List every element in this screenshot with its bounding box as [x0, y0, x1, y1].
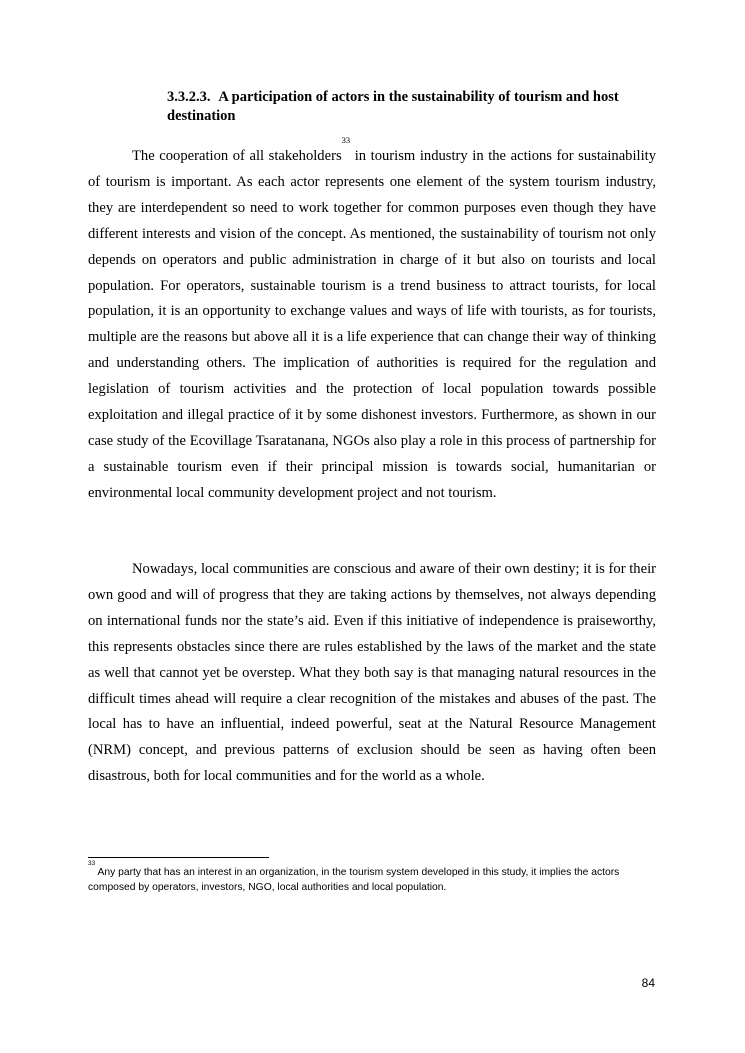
section-number: 3.3.2.3.	[167, 89, 211, 105]
footnote-number: 33	[88, 860, 96, 867]
paragraph-1-text-start: The cooperation of all stakeholders	[132, 148, 342, 164]
body-paragraph-2: Nowadays, local communities are conscious and aware of their own destiny; it is for their own good and will of progress that they are taking actions by themselves, not always depending on international funds nor the state’s aid. Even if this initiative of independence is praiseworthy, this represents obstacles since there are rules established by the laws of the market and the state as well that cannot yet be overstep. What they both say is that managing natural resources in the difficult times ahead will require a clear recognition of the mistakes and abuses of the past. The local has to have an influential, indeed powerful, seat at the Natural Resource Management (NRM) concept, and previous patterns of exclusion should be seen as having often been disastrous, both for local communities and for the world as a whole.	[88, 561, 656, 785]
body-paragraph-1	[88, 135, 656, 507]
page-number: 84	[641, 976, 655, 990]
section-title: A participation of actors in the sustainability of tourism and host destination	[167, 89, 619, 124]
section-heading	[167, 88, 667, 126]
paragraph-1-text-rest: in tourism industry in the actions for sustainability of tourism is important. As each actor represents one element of the system tourism industry, they are interdependent so need to work together for common purposes even though they have different interests and vision of the concept. As mentioned, the sustainability of tourism not only depends on operators and public administration in charge of it but also on tourists and local population. For operators, sustainable tourism is a trend business to attract tourists, for local population, it is an opportunity to exchange values and ways of life with tourists, as for tourists, multiple are the reasons but above all it is a life experience that can change their way of thinking and understanding others. The implication of authorities is required for the regulation and legislation of tourism activities and the protection of local population towards possible exploitation and illegal practice of it by some dishonest investors. Furthermore, as shown in our case study of the Ecovillage Tsaratanana, NGOs also play a role in this process of partnership for a sustainable tourism even if their principal mission is towards social, humanitarian or environmental local community development project and not tourism.	[88, 148, 656, 501]
footnote-text: Any party that has an interest in an organization, in the tourism system developed in this study, it implies the actors composed by operators, investors, NGO, local authorities and local population.	[88, 867, 620, 893]
footnote-separator	[88, 857, 269, 858]
footnote	[88, 860, 656, 895]
footnote-reference[interactable]: 33	[341, 135, 351, 145]
